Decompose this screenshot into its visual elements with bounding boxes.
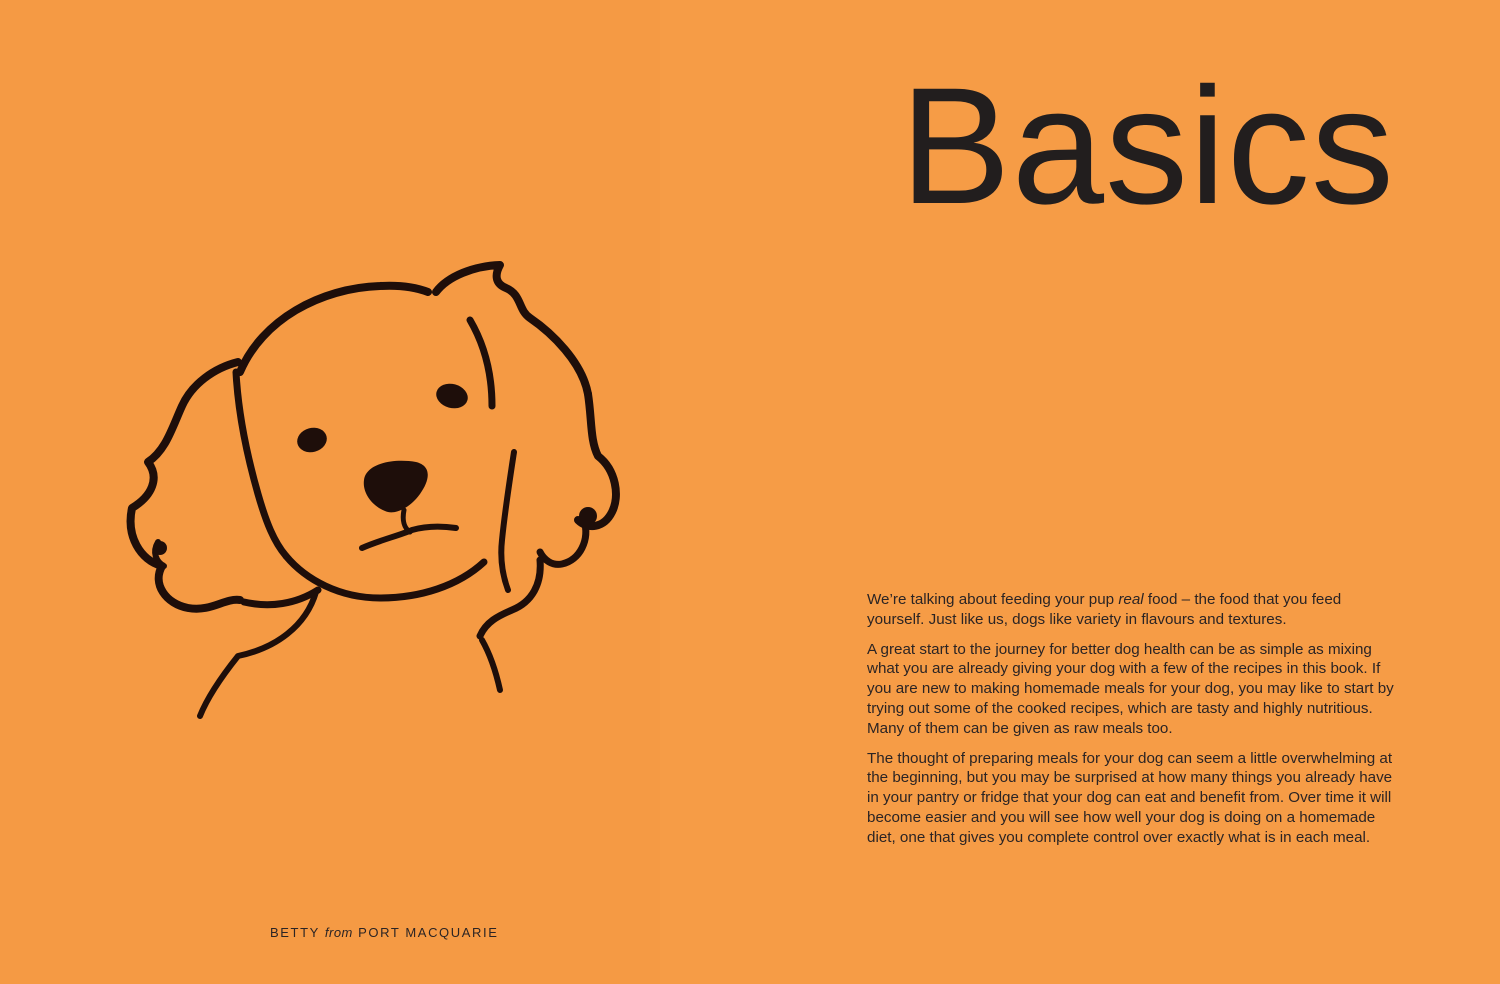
paragraph-3: The thought of preparing meals for your dog can seem a little overwhelming at the beginning, but you may be surprised at how many things you already have in your pantry or fridge that your dog can eat and benefit from. Over time it will become easier and you will see how well your dog is doing on a homemade diet, one that gives you complete control over exactly what is in each meal. — [867, 749, 1393, 846]
caption-place: PORT MACQUARIE — [358, 925, 499, 940]
paragraph-1-after: food – the food that you feed yourself. Just like us, dogs like variety in flavours and textures. — [867, 591, 1342, 628]
caption-name: BETTY — [270, 925, 320, 940]
page-title: Basics — [900, 54, 1395, 239]
caption-from: from — [324, 925, 353, 940]
paragraph-1-emphasis: real — [1118, 591, 1144, 608]
paragraph-1-before: We’re talking about feeding your pup — [867, 591, 1119, 608]
paragraph-1 — [867, 590, 1397, 630]
image-caption — [270, 925, 499, 940]
left-page — [0, 0, 660, 984]
dog-line-drawing-icon — [110, 250, 650, 740]
paragraph-2: A great start to the journey for better dog health can be as simple as mixing what you are already giving your dog with a few of the recipes in this book. If you are new to making homemade meals for your dog, you may like to start by trying out some of the cooked recipes, which are tasty and highly nutritious. Many of them can be given as raw meals too. — [867, 640, 1394, 737]
body-text — [867, 590, 1397, 858]
